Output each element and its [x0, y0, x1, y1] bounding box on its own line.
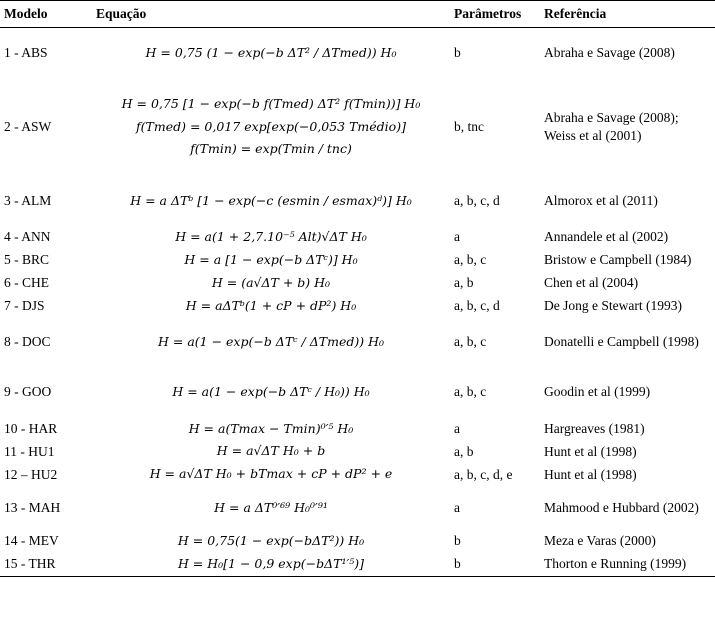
- model-cell: 8 - DOC: [4, 334, 51, 350]
- equation-line: H = (a√ΔT + b) H₀: [211, 274, 331, 290]
- equation-line: H = aΔTᵇ(1 + cP + dP²) H₀: [185, 297, 357, 313]
- equation-cell: [92, 272, 450, 295]
- header-referencia: Referência: [544, 6, 607, 21]
- equation-line: H = a [1 − exp(−b ΔTᶜ)] H₀: [184, 251, 358, 267]
- equation-line: H = a√ΔT H₀ + bTmax + cP + dP² + e: [149, 466, 393, 482]
- header-modelo: Modelo: [4, 6, 48, 21]
- params-cell: a, b, c, d: [454, 297, 500, 313]
- params-cell: a, b, c: [454, 334, 487, 350]
- equation-cell: [92, 463, 450, 486]
- model-cell: 13 - MAH: [4, 500, 61, 516]
- params-cell: b: [454, 44, 461, 60]
- equation-line: H = a(1 − exp(−b ΔTᶜ / H₀)) H₀: [172, 384, 370, 400]
- model-cell: 2 - ASW: [4, 118, 52, 134]
- table-row: [0, 463, 715, 486]
- reference-cell: De Jong e Stewart (1993): [544, 297, 682, 313]
- model-cell: 1 - ABS: [4, 44, 48, 60]
- equation-line: H = a ΔT⁰′⁶⁹ H₀⁰′⁹¹: [214, 499, 328, 515]
- equation-line: H = a(Tmax − Tmin)⁰′⁵ H₀: [188, 420, 354, 436]
- equation-line: H = 0,75 (1 − exp(−b ΔT² / ΔTmed)) H₀: [145, 44, 397, 60]
- equation-line: H = a(1 + 2,7.10⁻⁵ Alt)√ΔT H₀: [175, 229, 367, 244]
- table-row: [0, 176, 715, 226]
- reference-cell: Meza e Varas (2000): [544, 533, 656, 549]
- params-cell: a, b, c, d: [454, 192, 500, 208]
- equation-cell: [92, 226, 450, 249]
- table-row: [0, 249, 715, 272]
- params-cell: a: [454, 229, 460, 245]
- header-row: [0, 1, 715, 28]
- model-cell: 4 - ANN: [4, 229, 51, 245]
- table-row: [0, 486, 715, 530]
- model-cell: 12 – HU2: [4, 466, 58, 482]
- table-row: [0, 28, 715, 79]
- model-cell: 11 - HU1: [4, 443, 55, 459]
- equation-cell: [92, 249, 450, 272]
- header-parametros: Parâmetros: [454, 6, 522, 21]
- params-cell: a, b, c: [454, 384, 487, 400]
- equation-cell: [92, 440, 450, 463]
- equation-line: H = a√ΔT H₀ + b: [216, 443, 326, 459]
- params-cell: a, b: [454, 443, 474, 459]
- model-cell: 9 - GOO: [4, 384, 52, 400]
- equation-line: H = 0,75(1 − exp(−bΔT²)) H₀: [177, 533, 365, 549]
- params-cell: a, b, c, d, e: [454, 466, 513, 482]
- reference-cell: Annandele et al (2002): [544, 229, 669, 245]
- params-cell: b: [454, 533, 461, 549]
- params-cell: b: [454, 556, 461, 572]
- reference-cell: Abraha e Savage (2008); Weiss et al (2001): [544, 109, 679, 143]
- table-row: [0, 295, 715, 318]
- params-cell: b, tnc: [454, 118, 484, 134]
- table-row: [0, 78, 715, 176]
- model-cell: 5 - BRC: [4, 252, 50, 268]
- table-row: [0, 553, 715, 576]
- equation-line: H = a(1 − exp(−b ΔTᶜ / ΔTmed)) H₀: [158, 334, 384, 350]
- model-cell: 3 - ALM: [4, 192, 52, 208]
- model-cell: 14 - MEV: [4, 533, 59, 549]
- reference-cell: Hunt et al (1998): [544, 443, 637, 459]
- table-row: [0, 226, 715, 249]
- reference-cell: Abraha e Savage (2008): [544, 44, 675, 60]
- table-row: [0, 418, 715, 441]
- equation-line: H = H₀[1 − 0,9 exp(−bΔT¹′⁵)]: [177, 556, 365, 571]
- reference-cell: Hargreaves (1981): [544, 420, 645, 436]
- equation-line: f(Tmed) = 0,017 exp[exp(−0,053 Tmédio)]: [136, 118, 406, 134]
- model-cell: 6 - CHE: [4, 275, 49, 291]
- header-equacao: Equação: [96, 6, 147, 21]
- equation-cell: [92, 78, 450, 176]
- equation-cell: [92, 418, 450, 441]
- table-row: [0, 272, 715, 295]
- params-cell: a: [454, 500, 460, 516]
- equation-line: H = 0,75 [1 − exp(−b f(Tmed) ΔT² f(Tmin))] H₀: [121, 95, 421, 111]
- reference-cell: Bristow e Campbell (1984): [544, 252, 692, 268]
- equation-cell: [92, 530, 450, 553]
- equation-line: H = a ΔTᵇ [1 − exp(−c (esmin / esmax)ᵈ)] H₀: [130, 192, 412, 208]
- equation-line: f(Tmin) = exp(Tmin / tnc): [190, 141, 352, 157]
- reference-cell: Chen et al (2004): [544, 275, 639, 291]
- table-row: [0, 368, 715, 418]
- model-cell: 7 - DJS: [4, 297, 45, 313]
- equation-cell: [92, 368, 450, 418]
- reference-cell: Almorox et al (2011): [544, 192, 658, 208]
- table-row: [0, 318, 715, 368]
- equation-cell: [92, 176, 450, 226]
- reference-cell: Donatelli e Campbell (1998): [544, 334, 699, 350]
- equation-cell: [92, 295, 450, 318]
- params-cell: a, b: [454, 275, 474, 291]
- equation-cell: [92, 318, 450, 368]
- model-cell: 10 - HAR: [4, 420, 58, 436]
- equation-cell: [92, 28, 450, 79]
- table-row: [0, 440, 715, 463]
- reference-cell: Goodin et al (1999): [544, 384, 651, 400]
- params-cell: a: [454, 420, 460, 436]
- reference-cell: Hunt et al (1998): [544, 466, 637, 482]
- reference-cell: Thorton e Running (1999): [544, 556, 687, 572]
- equation-cell: [92, 486, 450, 530]
- params-cell: a, b, c: [454, 252, 487, 268]
- equation-cell: [92, 553, 450, 576]
- model-cell: 15 - THR: [4, 556, 56, 572]
- reference-cell: Mahmood e Hubbard (2002): [544, 500, 699, 516]
- table-row: [0, 530, 715, 553]
